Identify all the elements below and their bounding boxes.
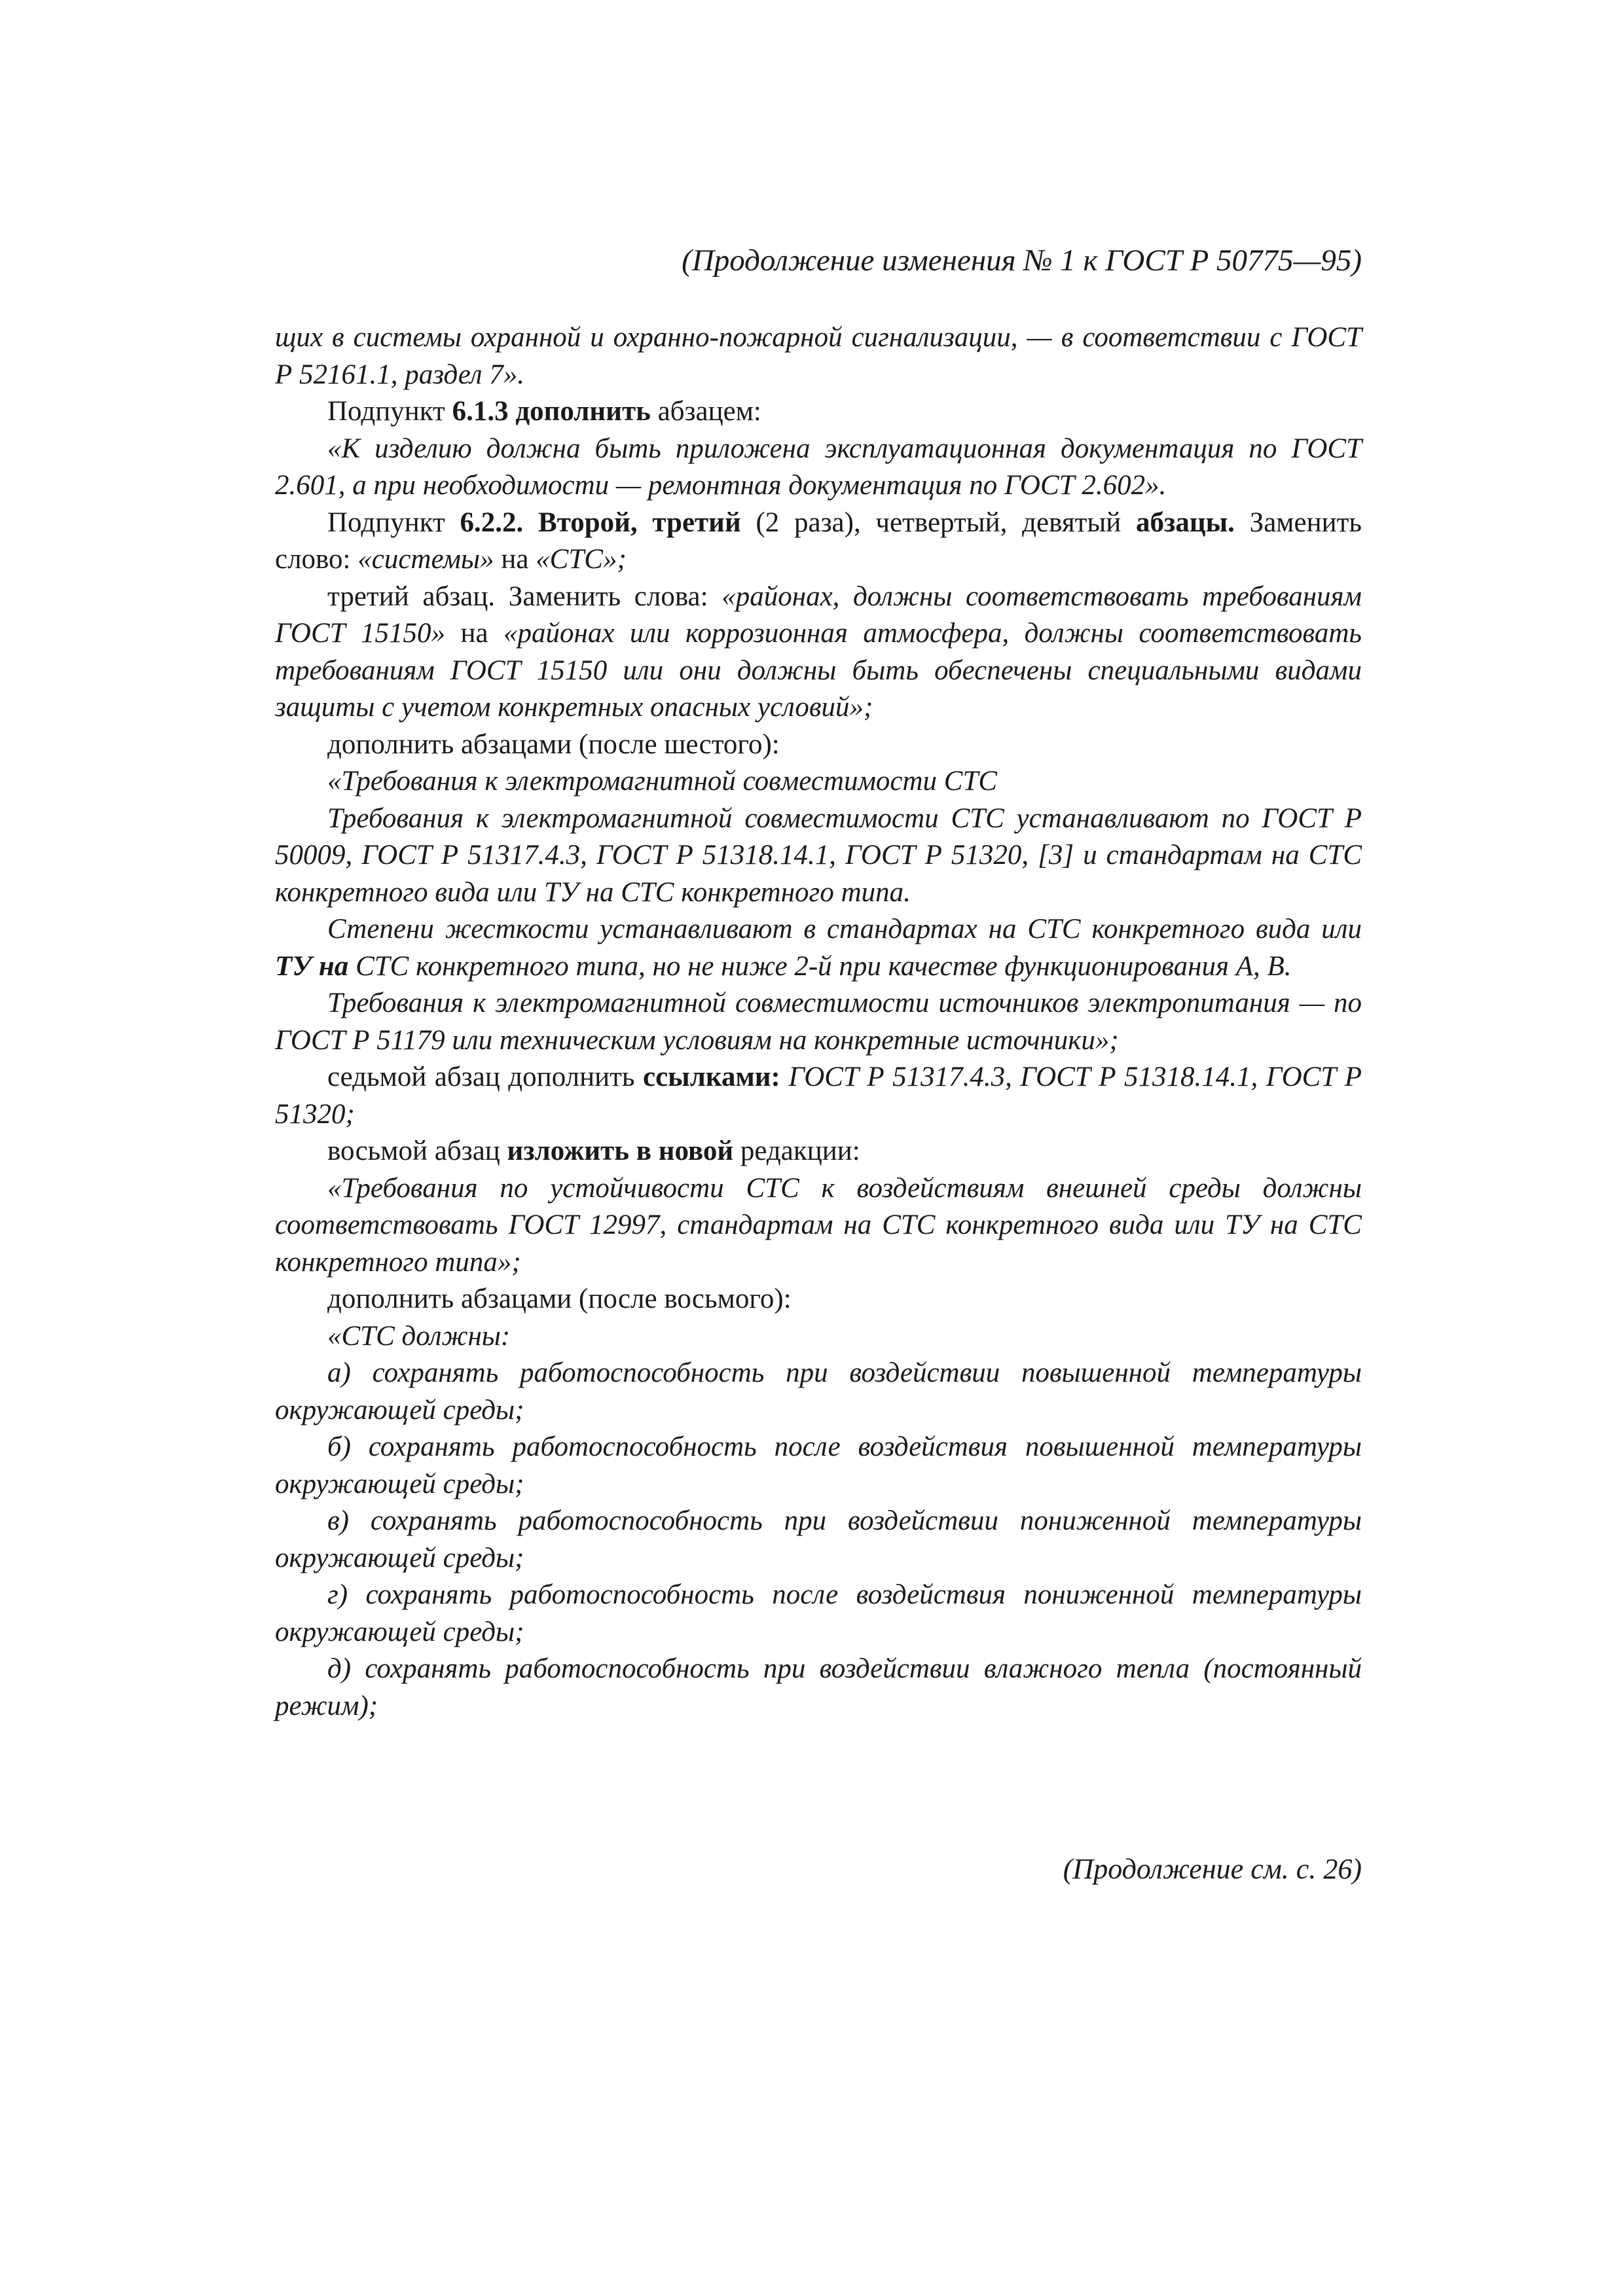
text-run: [780, 1062, 788, 1092]
paragraph-p0: [275, 319, 1362, 393]
paragraph-p1: [275, 393, 1362, 431]
paragraph-p2: [275, 431, 1362, 505]
text-run: «районах, должны соответствовать требованиям ГОСТ 15150»: [275, 581, 1362, 649]
text-run: на: [494, 544, 536, 575]
paragraph-p6: [275, 763, 1362, 800]
paragraph-p12: [275, 1170, 1362, 1282]
document-body: [275, 319, 1362, 1725]
paragraph-p8: [275, 911, 1362, 985]
paragraph-p10: [275, 1059, 1362, 1133]
paragraph-p4: [275, 579, 1362, 726]
text-run: 6.1.3 дополнить: [452, 396, 651, 427]
paragraph-p17: [275, 1503, 1362, 1577]
text-run: Подпункт: [327, 507, 460, 538]
text-run: 6.2.2. Второй, третий: [460, 507, 741, 538]
paragraph-p16: [275, 1429, 1362, 1503]
text-run: ссылками:: [642, 1062, 780, 1092]
paragraph-p19: [275, 1651, 1362, 1725]
paragraph-p3: [275, 505, 1362, 579]
text-run: «системы»: [357, 544, 494, 575]
text-run: СТС конкретного типа, но не ниже 2-й при качестве функционирования А, В.: [348, 950, 1292, 982]
text-run: Заменить слово:: [275, 507, 1362, 575]
text-run: редакции:: [733, 1136, 860, 1166]
paragraph-p9: [275, 985, 1362, 1059]
text-run: (2 раза), четвертый, девятый: [740, 507, 1137, 538]
text-run: б) сохранять работоспособность после воздействия повышенной температуры окружающей среды;: [275, 1431, 1362, 1499]
continuation-note: (Продолжение см. с. 26): [1063, 1853, 1362, 1885]
text-run: ГОСТ Р 51317.4.3, ГОСТ Р 51318.14.1, ГОСТ Р 51320;: [275, 1062, 1362, 1130]
text-run: абзацы.: [1136, 507, 1235, 538]
text-run: изложить в новой: [507, 1136, 734, 1166]
text-run: щих в системы охранной и охранно-пожарной сигнализации, — в соответствии с ГОСТ Р 52161.1, раздел 7».: [275, 322, 1362, 390]
running-header: (Продолжение изменения № 1 к ГОСТ Р 50775—95): [682, 243, 1362, 278]
paragraph-p13: [275, 1281, 1362, 1318]
paragraph-p15: [275, 1355, 1362, 1429]
text-run: третий абзац. Заменить слова:: [327, 581, 722, 612]
text-run: на: [445, 618, 503, 649]
text-run: «районах или коррозионная атмосфера, должны соответствовать требованиям ГОСТ 15150 или они должны быть обеспечены специальными видами защиты с учетом конкретных опасных условий»;: [275, 618, 1362, 723]
text-run: ТУ на: [275, 950, 349, 982]
text-run: а) сохранять работоспособность при воздействии повышенной температуры окружающей среды;: [275, 1357, 1362, 1426]
text-run: «Требования по устойчивости СТС к воздействиям внешней среды должны соответствовать ГОСТ 12997, стандартам на СТС конкретного вида или ТУ на СТС конкретного типа»;: [275, 1172, 1362, 1278]
text-run: седьмой абзац дополнить: [327, 1062, 643, 1092]
text-run: «К изделию должна быть приложена эксплуатационная документация по ГОСТ 2.601, а при необходимости — ремонтная документация по ГОСТ 2.602».: [275, 433, 1362, 501]
text-run: Степени жесткости устанавливают в стандартах на СТС конкретного вида или: [327, 914, 1362, 944]
paragraph-p7: [275, 800, 1362, 912]
text-run: восьмой абзац: [327, 1136, 507, 1166]
text-run: г) сохранять работоспособность после воздействия пониженной температуры окружающей среды;: [275, 1579, 1362, 1647]
paragraph-p11: [275, 1133, 1362, 1170]
text-run: Требования к электромагнитной совместимости СТС устанавливают по ГОСТ Р 50009, ГОСТ Р 51317.4.3, ГОСТ Р 51318.14.1, ГОСТ Р 51320, [3] и стандартам на СТС конкретного вида или ТУ на СТС конкретного типа.: [275, 802, 1362, 908]
text-run: «Требования к электромагнитной совместимости СТС: [327, 766, 998, 797]
paragraph-p5: [275, 726, 1362, 764]
text-run: «СТС»;: [536, 544, 627, 575]
paragraph-p14: [275, 1318, 1362, 1355]
text-run: абзацем:: [650, 396, 761, 427]
text-run: в) сохранять работоспособность при воздействии пониженной температуры окружающей среды;: [275, 1505, 1362, 1573]
text-run: дополнить абзацами (после восьмого):: [327, 1283, 792, 1314]
paragraph-p18: [275, 1577, 1362, 1651]
text-run: дополнить абзацами (после шестого):: [327, 728, 780, 760]
text-run: Подпункт: [327, 396, 452, 427]
text-run: д) сохранять работоспособность при воздействии влажного тепла (постоянный режим);: [275, 1653, 1362, 1721]
text-run: [275, 951, 348, 982]
text-run: «СТС должны:: [327, 1320, 511, 1352]
text-run: Требования к электромагнитной совместимости источников электропитания — по ГОСТ Р 51179 или техническим условиям на конкретные источники»;: [275, 988, 1362, 1056]
